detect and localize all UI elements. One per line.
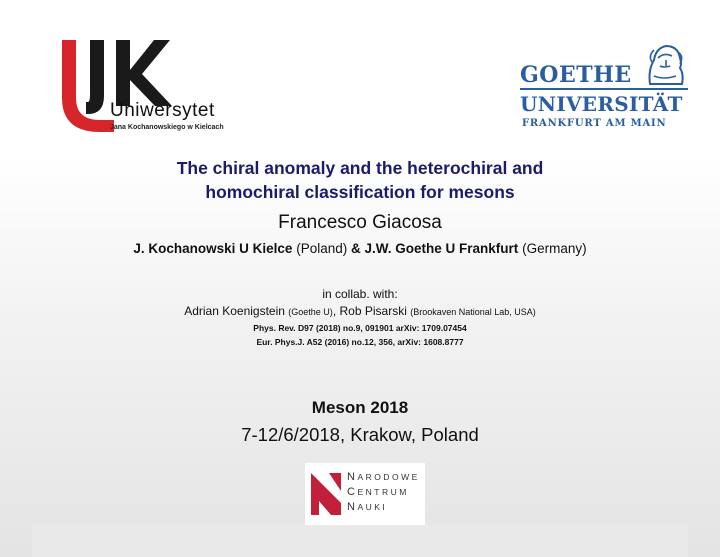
- title-line-2: homochiral classification for mesons: [205, 182, 515, 202]
- goethe-university: UNIVERSITÄT: [520, 92, 683, 116]
- affiliation-inst-2: J.W. Goethe U Frankfurt: [364, 241, 519, 256]
- author-name: Francesco Giacosa: [278, 212, 442, 233]
- slide-footer-band: [32, 524, 688, 557]
- affiliation-line: [0, 241, 720, 256]
- goethe-word: GOETHE: [520, 62, 632, 88]
- conference-date-place: 7-12/6/2018, Krakow, Poland: [241, 424, 479, 445]
- ujk-subtitle: Jana Kochanowskiego w Kielcach: [110, 124, 224, 131]
- affiliation-country-1: (Poland): [296, 241, 348, 256]
- goethe-logo: [520, 40, 690, 130]
- affiliation-country-2: (Germany): [522, 241, 587, 256]
- goethe-portrait-icon: [640, 40, 688, 88]
- title-line-1: The chiral anomaly and the heterochiral and: [176, 158, 544, 178]
- collab-aff-2: (Brookaven National Lab, USA): [410, 307, 536, 317]
- ncn-line-1-rest: ARODOWE: [357, 472, 420, 482]
- ncn-line-3-cap: N: [347, 501, 358, 513]
- ujk-name: Uniwersytet: [110, 100, 215, 121]
- ncn-line-2: [347, 486, 409, 498]
- collab-name-2: Rob Pisarski: [339, 304, 407, 318]
- ncn-line-2-cap: C: [347, 486, 358, 498]
- ncn-line-3: [347, 501, 387, 513]
- conference-name: Meson 2018: [311, 398, 409, 417]
- affiliation-amp: &: [351, 241, 361, 256]
- ncn-line-2-rest: ENTRUM: [357, 487, 409, 497]
- goethe-city: FRANKFURT AM MAIN: [522, 118, 667, 129]
- ncn-mark-icon: [311, 473, 341, 515]
- ncn-line-1: [347, 471, 420, 483]
- reference-1: Phys. Rev. D97 (2018) no.9, 091901 arXiv: 1709.07454: [253, 323, 467, 333]
- goethe-divider: [520, 88, 688, 90]
- ncn-line-1-cap: N: [347, 471, 358, 483]
- ncn-line-3-rest: AUKI: [357, 502, 388, 512]
- collab-name-1: Adrian Koenigstein: [184, 304, 285, 318]
- reference-2: Eur. Phys.J. A52 (2016) no.12, 356, arXiv: 1608.8777: [256, 337, 464, 347]
- collab-aff-1: (Goethe U): [288, 307, 333, 317]
- collab-names: [0, 304, 720, 318]
- ncn-logo: [305, 463, 425, 525]
- affiliation-inst-1: J. Kochanowski U Kielce: [133, 241, 293, 256]
- collab-separator: ,: [332, 304, 337, 318]
- collab-intro: in collab. with:: [322, 287, 398, 301]
